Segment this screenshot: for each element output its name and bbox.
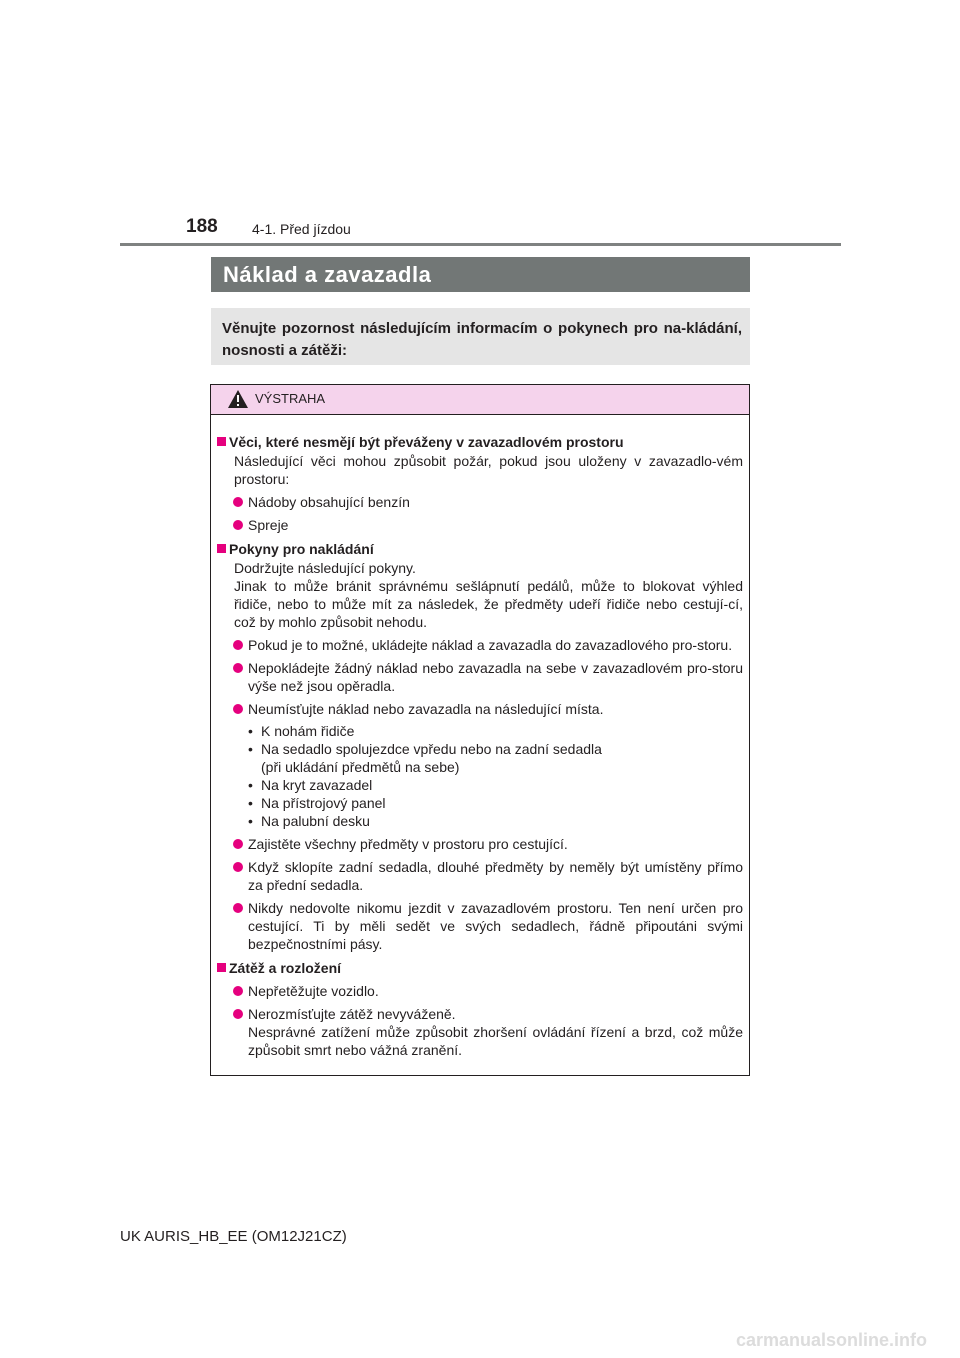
section-heading: Pokyny pro nakládání bbox=[216, 540, 743, 558]
section-heading: Věci, které nesmějí být převáženy v zavazadlovém prostoru bbox=[216, 433, 743, 451]
section-heading: Zátěž a rozložení bbox=[216, 959, 743, 977]
list-item: • Na palubní desku bbox=[247, 812, 743, 830]
bullet-item: Nepřetěžujte vozidlo. bbox=[216, 982, 743, 1000]
bullet-item: Neumísťujte náklad nebo zavazadla na následující místa. bbox=[216, 700, 743, 718]
bullet-item: Nerozmísťujte zátěž nevyváženě. bbox=[216, 1005, 743, 1023]
list-item: • Na přístrojový panel bbox=[247, 794, 743, 812]
header-divider bbox=[120, 243, 841, 246]
warning-body bbox=[211, 415, 749, 1059]
watermark: carmanualsonline.info bbox=[736, 1330, 928, 1350]
paragraph: Nesprávné zatížení může způsobit zhoršení ovládání řízení a brzd, což může způsobit smrt nebo vážná zranění. bbox=[248, 1024, 743, 1058]
intro-box: Věnujte pozornost následujícím informacím o pokynech pro na-kládání, nosnosti a zátěži: bbox=[211, 308, 750, 365]
list-item: • K nohám řidiče bbox=[247, 722, 743, 740]
warning-box bbox=[210, 384, 750, 1076]
paragraph: Dodržujte následující pokyny. bbox=[234, 560, 416, 576]
list-item-note: (při ukládání předmětů na sebe) bbox=[261, 759, 460, 775]
bullet-item: Zajistěte všechny předměty v prostoru pro cestující. bbox=[216, 835, 743, 853]
footer-model-code: UK AURIS_HB_EE (OM12J21CZ) bbox=[120, 1228, 347, 1245]
list-item: • Na kryt zavazadel bbox=[247, 776, 743, 794]
bullet-item: Nepokládejte žádný náklad nebo zavazadla na sebe v zavazadlovém pro-storu výše než jsou opěradla. bbox=[216, 659, 743, 695]
places-list bbox=[216, 722, 743, 830]
warning-triangle-icon bbox=[227, 389, 249, 409]
warning-header bbox=[211, 385, 749, 415]
page-number: 188 bbox=[186, 216, 218, 237]
bullet-item: Pokud je to možné, ukládejte náklad a zavazadla do zavazadlového pro-storu. bbox=[216, 636, 743, 654]
bullet-item: Když sklopíte zadní sedadla, dlouhé předměty by neměly být umístěny přímo za přední sedadla. bbox=[216, 858, 743, 894]
paragraph: Jinak to může bránit správnému sešlápnutí pedálů, může to blokovat výhled řidiče, nebo to může mít za následek, že předměty udeří řidiče nebo cestují-cí, což by mohlo způsobit nehodu. bbox=[234, 578, 743, 630]
bullet-item: Spreje bbox=[216, 516, 743, 534]
section-reference: 4-1. Před jízdou bbox=[252, 221, 351, 237]
bullet-item: Nádoby obsahující benzín bbox=[216, 493, 743, 511]
page-title: Náklad a zavazadla bbox=[211, 257, 750, 292]
warning-label: VÝSTRAHA bbox=[255, 391, 326, 406]
list-item: • Na sedadlo spolujezdce vpředu nebo na zadní sedadla bbox=[247, 740, 743, 758]
bullet-item: Nikdy nedovolte nikomu jezdit v zavazadlovém prostoru. Ten není určen pro cestující. Ti by měli sedět ve svých sedadlech, řádně připoutáni svými bezpečnostními pásy. bbox=[216, 899, 743, 953]
paragraph: Následující věci mohou způsobit požár, pokud jsou uloženy v zavazadlo-vém prostoru: bbox=[234, 453, 743, 487]
